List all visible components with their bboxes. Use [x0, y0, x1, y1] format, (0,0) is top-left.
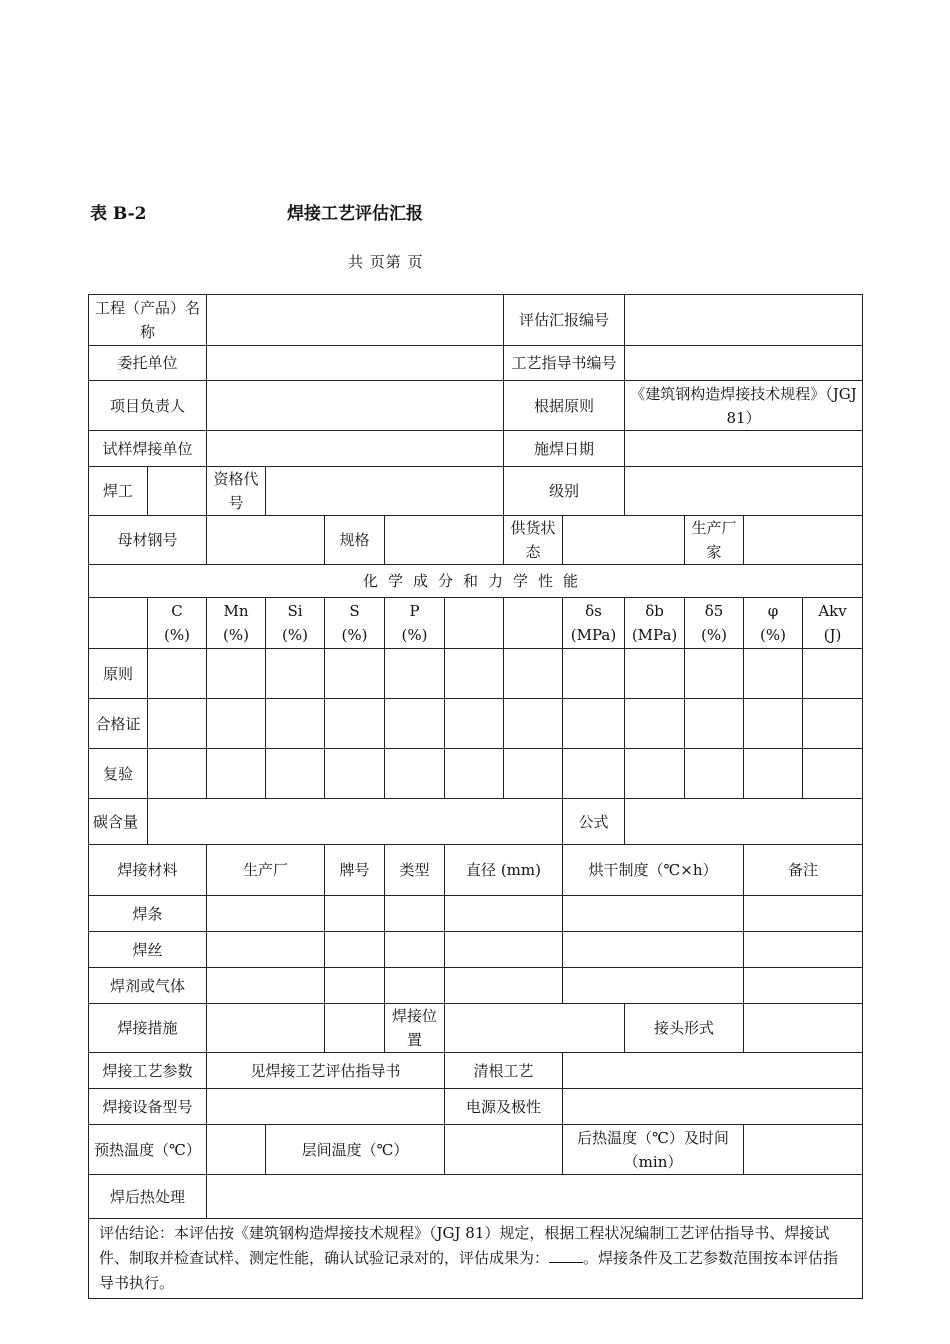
- wps-no-value[interactable]: [625, 346, 863, 381]
- chem-header-unit: (%): [164, 626, 190, 644]
- joint-value[interactable]: [744, 1004, 863, 1053]
- consumable-cell[interactable]: [385, 932, 445, 968]
- chem-header-unit: (%): [341, 626, 368, 644]
- welding-procedure-report-table: [88, 294, 863, 1299]
- chem-header-unit: (J): [823, 626, 842, 644]
- chem-cell[interactable]: [625, 649, 685, 699]
- table-row: [89, 516, 863, 565]
- chem-header-name: δb: [645, 602, 664, 620]
- project-name-label: 工程（产品）名称: [89, 295, 207, 346]
- chem-cell[interactable]: [207, 749, 266, 799]
- chem-cell[interactable]: [744, 749, 803, 799]
- chem-row-label: 合格证: [89, 699, 148, 749]
- formula-value[interactable]: [625, 799, 863, 845]
- chem-header-unit: (MPa): [631, 626, 678, 644]
- chem-header-name: φ: [767, 602, 779, 620]
- consumable-cell[interactable]: [744, 968, 863, 1004]
- chem-cell[interactable]: [504, 649, 563, 699]
- table-row: [89, 699, 863, 749]
- position-value[interactable]: [445, 1004, 625, 1053]
- consumable-cell[interactable]: [563, 896, 744, 932]
- chem-cell[interactable]: [504, 699, 563, 749]
- chem-header-name: Si: [287, 602, 303, 620]
- equipment-value[interactable]: [207, 1089, 445, 1125]
- chem-cell[interactable]: [504, 749, 563, 799]
- chem-header[interactable]: [744, 598, 803, 649]
- consumable-header: 烘干制度（℃×h）: [563, 845, 744, 896]
- chem-cell[interactable]: [625, 699, 685, 749]
- table-row: [89, 649, 863, 699]
- consumable-cell[interactable]: [207, 968, 325, 1004]
- power-label: 电源及极性: [445, 1089, 563, 1125]
- table-row: [89, 932, 863, 968]
- consumable-header: 焊接材料: [89, 845, 207, 896]
- table-row: [89, 896, 863, 932]
- chem-cell[interactable]: [266, 749, 325, 799]
- steel-no-label: 母材钢号: [89, 516, 207, 565]
- table-row: [89, 598, 863, 649]
- chem-header-unit: (%): [760, 626, 787, 644]
- chem-cell[interactable]: [266, 649, 325, 699]
- conclusion-text: [89, 1219, 863, 1299]
- chem-cell[interactable]: [445, 649, 504, 699]
- chem-cell[interactable]: [207, 649, 266, 699]
- chem-header-unit: (%): [223, 626, 249, 644]
- table-row: [89, 346, 863, 381]
- conclusion-before: 评估结论：本评估按《建筑钢构造焊接技术规程》（JGJ 81）规定，根据工程状况编制工艺评估指导书、焊接试件、制取并检查试样、测定性能，确认试验记录对的，评估成果为：: [99, 1224, 830, 1267]
- project-name-value[interactable]: [207, 295, 504, 346]
- basis-label: 根据原则: [504, 381, 625, 431]
- manufacturer-label: 生产厂家: [685, 516, 744, 565]
- preheat-label: 预热温度（℃）: [89, 1125, 207, 1175]
- table-row: [89, 968, 863, 1004]
- consumable-header: 备注: [744, 845, 863, 896]
- consumable-row-label: 焊剂或气体: [89, 968, 207, 1004]
- pwht-label: 焊后热处理: [89, 1175, 207, 1219]
- project-lead-value[interactable]: [207, 381, 504, 431]
- chem-header[interactable]: [803, 598, 863, 649]
- chem-cell[interactable]: [685, 699, 744, 749]
- spec-value[interactable]: [385, 516, 504, 565]
- chem-header-name: P: [409, 602, 420, 620]
- chem-header-name: S: [349, 602, 360, 620]
- page-counter: 共 页第 页: [348, 253, 424, 271]
- measures-value-2[interactable]: [325, 1004, 385, 1053]
- formula-label: 公式: [563, 799, 625, 845]
- chem-cell[interactable]: [325, 649, 385, 699]
- table-row: [89, 381, 863, 431]
- chem-cell[interactable]: [385, 649, 445, 699]
- table-row: [89, 749, 863, 799]
- consumable-cell[interactable]: [325, 968, 385, 1004]
- chem-header-name: Mn: [223, 602, 249, 620]
- consumable-cell[interactable]: [207, 932, 325, 968]
- client-label: 委托单位: [89, 346, 207, 381]
- chem-header[interactable]: [325, 598, 385, 649]
- chem-cell[interactable]: [803, 699, 863, 749]
- conclusion-after: 。焊接条件及工艺参数范围按本评估指导书执行。: [99, 1249, 839, 1292]
- consumable-header: 生产厂: [207, 845, 325, 896]
- chem-cell[interactable]: [563, 649, 625, 699]
- result-blank-field[interactable]: [549, 1248, 583, 1263]
- report-no-value[interactable]: [625, 295, 863, 346]
- chem-cell[interactable]: [325, 749, 385, 799]
- grade-label: 级别: [504, 467, 625, 516]
- chem-header[interactable]: [563, 598, 625, 649]
- consumable-header: 类型: [385, 845, 445, 896]
- chem-row-label: 原则: [89, 649, 148, 699]
- params-value: 见焊接工艺评估指导书: [207, 1053, 445, 1089]
- chem-cell[interactable]: [207, 699, 266, 749]
- interpass-label: 层间温度（℃）: [266, 1125, 445, 1175]
- chem-cell[interactable]: [148, 649, 207, 699]
- chem-cell[interactable]: [325, 699, 385, 749]
- welder-value[interactable]: [148, 467, 207, 516]
- table-row: [89, 1004, 863, 1053]
- consumable-cell[interactable]: [207, 896, 325, 932]
- test-unit-label: 试样焊接单位: [89, 431, 207, 467]
- postheat-value[interactable]: [744, 1125, 863, 1175]
- table-row: [89, 1125, 863, 1175]
- power-value[interactable]: [563, 1089, 863, 1125]
- chem-header[interactable]: [207, 598, 266, 649]
- consumable-header: 牌号: [325, 845, 385, 896]
- table-row: [89, 295, 863, 346]
- joint-label: 接头形式: [625, 1004, 744, 1053]
- consumable-cell[interactable]: [445, 896, 563, 932]
- pwht-value[interactable]: [207, 1175, 863, 1219]
- measures-label: 焊接措施: [89, 1004, 207, 1053]
- chem-header[interactable]: [504, 598, 563, 649]
- carbon-eq-value[interactable]: [148, 799, 563, 845]
- chem-header-name: Akv: [818, 602, 847, 620]
- params-label: 焊接工艺参数: [89, 1053, 207, 1089]
- table-row: [89, 799, 863, 845]
- chem-cell[interactable]: [803, 749, 863, 799]
- consumable-cell[interactable]: [563, 968, 744, 1004]
- chem-cell[interactable]: [803, 649, 863, 699]
- consumable-row-label: 焊条: [89, 896, 207, 932]
- consumable-cell[interactable]: [325, 896, 385, 932]
- spec-label: 规格: [325, 516, 385, 565]
- chem-cell[interactable]: [148, 749, 207, 799]
- carbon-eq-label: 碳含量: [89, 799, 148, 845]
- chem-cell[interactable]: [685, 749, 744, 799]
- chem-cell[interactable]: [563, 749, 625, 799]
- table-row: [89, 467, 863, 516]
- interpass-value[interactable]: [445, 1125, 563, 1175]
- steel-no-value[interactable]: [207, 516, 325, 565]
- table-row: [89, 845, 863, 896]
- equipment-label: 焊接设备型号: [89, 1089, 207, 1125]
- grade-value[interactable]: [625, 467, 863, 516]
- welder-label: 焊工: [89, 467, 148, 516]
- chem-cell[interactable]: [563, 699, 625, 749]
- chem-header-unit: (%): [401, 626, 428, 644]
- chem-cell[interactable]: [744, 649, 803, 699]
- chem-cell[interactable]: [445, 749, 504, 799]
- chem-cell[interactable]: [266, 699, 325, 749]
- chem-header-unit: (%): [282, 626, 308, 644]
- chem-header-corner[interactable]: [89, 598, 148, 649]
- chem-header[interactable]: [266, 598, 325, 649]
- postheat-label: 后热温度（℃）及时间（min）: [563, 1125, 744, 1175]
- chem-cell[interactable]: [685, 649, 744, 699]
- chem-cell[interactable]: [385, 699, 445, 749]
- weld-date-value[interactable]: [625, 431, 863, 467]
- chem-header[interactable]: [685, 598, 744, 649]
- table-number: 表 B-2: [90, 204, 147, 224]
- client-value[interactable]: [207, 346, 504, 381]
- consumable-cell[interactable]: [563, 932, 744, 968]
- chem-header[interactable]: [445, 598, 504, 649]
- consumable-cell[interactable]: [445, 932, 563, 968]
- chem-header-name: δs: [585, 602, 602, 620]
- qual-code-label: 资格代号: [207, 467, 266, 516]
- chem-row-label: 复验: [89, 749, 148, 799]
- chem-header[interactable]: [148, 598, 207, 649]
- consumable-cell[interactable]: [325, 932, 385, 968]
- chem-section-title: 化学成分和力学性能: [89, 565, 863, 598]
- wps-no-label: 工艺指导书编号: [504, 346, 625, 381]
- chem-header[interactable]: [385, 598, 445, 649]
- manufacturer-value[interactable]: [744, 516, 863, 565]
- basis-value: 《建筑钢构造焊接技术规程》（JGJ 81）: [625, 381, 863, 431]
- chem-header-name: δ5: [704, 602, 724, 620]
- project-lead-label: 项目负责人: [89, 381, 207, 431]
- document-title: 焊接工艺评估汇报: [287, 204, 423, 224]
- supply-state-label: 供货状态: [504, 516, 563, 565]
- chem-header-unit: (%): [701, 626, 728, 644]
- consumable-cell[interactable]: [445, 968, 563, 1004]
- table-row: [89, 1089, 863, 1125]
- back-gouge-label: 清根工艺: [445, 1053, 563, 1089]
- qual-code-value[interactable]: [266, 467, 504, 516]
- chem-cell[interactable]: [625, 749, 685, 799]
- conclusion-row: [89, 1219, 863, 1299]
- consumable-header: 直径 (mm): [445, 845, 563, 896]
- position-label: 焊接位置: [385, 1004, 445, 1053]
- back-gouge-value[interactable]: [563, 1053, 863, 1089]
- chem-cell[interactable]: [744, 699, 803, 749]
- consumable-cell[interactable]: [385, 968, 445, 1004]
- title-row: [90, 199, 890, 225]
- weld-date-label: 施焊日期: [504, 431, 625, 467]
- chem-header-name: C: [171, 602, 183, 620]
- consumable-row-label: 焊丝: [89, 932, 207, 968]
- chem-header-unit: (MPa): [570, 626, 617, 644]
- consumable-cell[interactable]: [385, 896, 445, 932]
- chem-cell[interactable]: [445, 699, 504, 749]
- report-no-label: 评估汇报编号: [504, 295, 625, 346]
- table-row: [89, 565, 863, 598]
- chem-header[interactable]: [625, 598, 685, 649]
- consumable-cell[interactable]: [744, 932, 863, 968]
- preheat-value[interactable]: [207, 1125, 266, 1175]
- supply-state-value[interactable]: [563, 516, 685, 565]
- table-row: [89, 1053, 863, 1089]
- chem-cell[interactable]: [148, 699, 207, 749]
- table-row: [89, 1175, 863, 1219]
- test-unit-value[interactable]: [207, 431, 504, 467]
- table-row: [89, 431, 863, 467]
- chem-cell[interactable]: [385, 749, 445, 799]
- measures-value[interactable]: [207, 1004, 325, 1053]
- consumable-cell[interactable]: [744, 896, 863, 932]
